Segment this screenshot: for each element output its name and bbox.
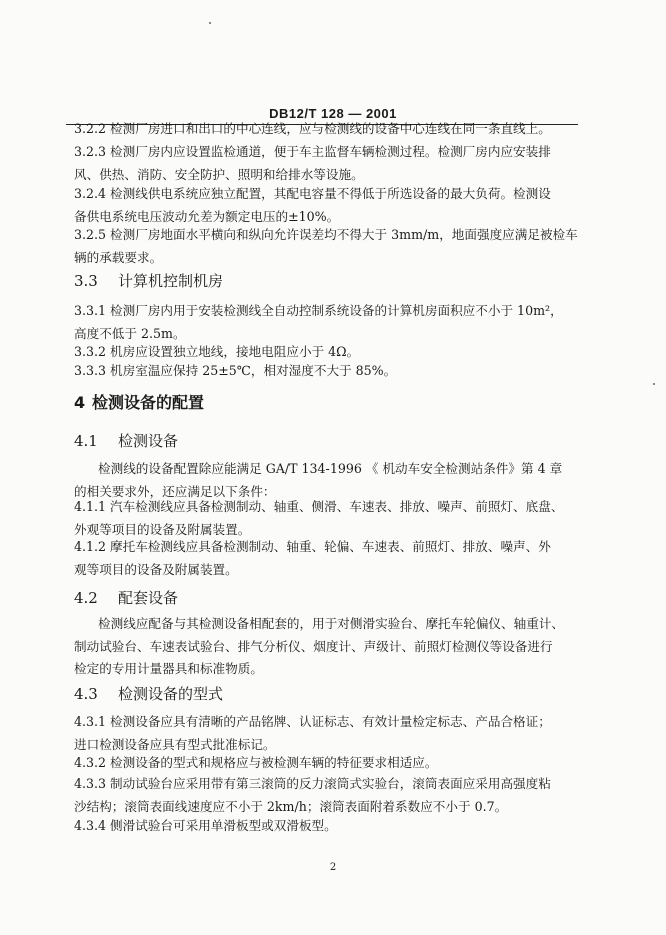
page-number: 2: [329, 862, 337, 873]
section-number: 3.3: [74, 272, 98, 290]
text-line: 4.3.3 制动试验台应采用带有第三滚筒的反力滚筒式实验台，滚筒表面应采用高强度粘: [74, 776, 551, 791]
chapter-number: 4: [74, 393, 86, 412]
chapter-heading-4: [74, 390, 204, 413]
text-line: 高度不低于 2.5m。: [74, 325, 186, 341]
scan-speck: [209, 22, 211, 24]
text-line: 4.1.1 汽车检测线应具备检测制动、轴重、侧滑、车速表、排放、噪声、前照灯、底盘、: [74, 499, 564, 514]
paragraph-3-2-3: [74, 141, 582, 186]
text-line: 的相关要求外，还应满足以下条件：: [74, 483, 276, 499]
text-line: 3.2.5 检测厂房地面水平横向和纵向允许误差均不得大于 3mm/m，地面强度应满足被检车: [74, 227, 578, 242]
text-line: 4.1.2 摩托车检测线应具备检测制动、轴重、轮偏、车速表、前照灯、排放、噪声、外: [74, 539, 551, 554]
paragraph-4-3-1: [74, 711, 582, 756]
paragraph-3-2-4: [74, 183, 582, 228]
text-line: 4.3.1 检测设备应具有清晰的产品铭牌、认证标志、有效计量检定标志、产品合格证；: [74, 714, 551, 729]
paragraph-4-2-body: [74, 613, 582, 681]
text-line: 3.2.3 检测厂房内应设置监检通道，便于车主监督车辆检测过程。检测厂房内应安装排: [74, 144, 551, 159]
section-title: 检测设备的型式: [118, 685, 224, 703]
section-title: 检测设备: [118, 432, 179, 450]
text-line: 风、供热、消防、安全防护、照明和给排水等设施。: [74, 166, 364, 182]
section-number: 4.3: [74, 685, 98, 703]
text-line: 制动试验台、车速表试验台、排气分析仪、烟度计、声级计、前照灯检测仪等设备进行: [74, 638, 553, 654]
scan-speck: [653, 383, 655, 385]
text-line: 3.2.4 检测线供电系统应独立配置，其配电容量不得低于所选设备的最大负荷。检测设: [74, 186, 551, 201]
paragraph-3-3-3: [74, 360, 582, 383]
paragraph-3-3-1: [74, 300, 582, 345]
paragraph-4-1-2: [74, 536, 582, 581]
standard-code: DB12/T 128 — 2001: [269, 106, 397, 121]
paragraph-4-3-4: [74, 815, 582, 838]
text-line: 检测线应配备与其检测设备相配套的，用于对侧滑实验台、摩托车轮偏仪、轴重计、: [98, 616, 564, 631]
text-line: 备供电系统电压波动允差为额定电压的±10%。: [74, 208, 340, 224]
paragraph-4-3-3: [74, 773, 582, 818]
paragraph-3-2-2: [74, 118, 582, 141]
section-heading-4-1: [74, 430, 178, 451]
section-number: 4.1: [74, 432, 98, 450]
text-line: 4.3.4 侧滑试验台可采用单滑板型或双滑板型。: [74, 818, 337, 833]
text-line: 检测线的设备配置除应能满足 GA/T 134-1996 《 机动车安全检测站条件》第 4 章: [98, 461, 563, 476]
section-heading-3-3: [74, 270, 223, 291]
text-line: 进口检测设备应具有型式批准标记。: [74, 736, 276, 752]
text-line: 3.3.3 机房室温应保持 25±5℃，相对湿度不大于 85%。: [74, 363, 397, 378]
section-heading-4-3: [74, 683, 223, 704]
text-line: 3.2.2 检测厂房进口和出口的中心连线，应与检测线的设备中心连线在同一条直线上。: [74, 121, 551, 136]
section-number: 4.2: [74, 589, 98, 607]
text-line: 4.3.2 检测设备的型式和规格应与被检测车辆的特征要求相适应。: [74, 755, 438, 770]
text-line: 外观等项目的设备及附属装置。: [74, 521, 251, 537]
text-line: 3.3.1 检测厂房内用于安装检测线全自动控制系统设备的计算机房面积应不小于 10m²，: [74, 303, 563, 318]
paragraph-4-3-2: [74, 752, 582, 775]
text-line: 沙结构；滚筒表面线速度应不小于 2km/h；滚筒表面附着系数应不小于 0.7。: [74, 798, 508, 814]
section-title: 配套设备: [118, 589, 179, 607]
chapter-title: 检测设备的配置: [92, 393, 205, 412]
paragraph-4-1-1: [74, 496, 582, 541]
text-line: 检定的专用计量器具和标准物质。: [74, 661, 263, 676]
text-line: 3.3.2 机房应设置独立地线，接地电阻应小于 4Ω。: [74, 344, 360, 359]
text-line: 辆的承载要求。: [74, 249, 163, 265]
paragraph-3-2-5: [74, 224, 582, 269]
section-title: 计算机控制机房: [118, 272, 224, 290]
text-line: 观等项目的设备及附属装置。: [74, 561, 238, 577]
section-heading-4-2: [74, 587, 178, 608]
